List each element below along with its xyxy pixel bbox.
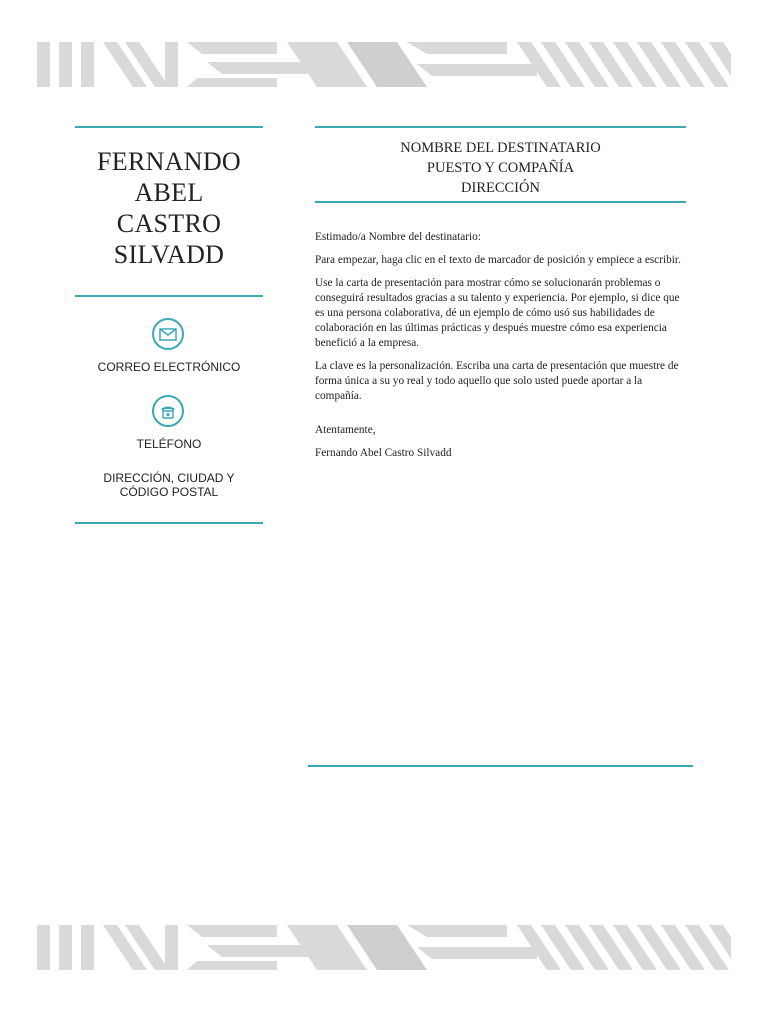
recipient-position: PUESTO Y COMPAÑÍA <box>426 160 575 176</box>
envelope-icon <box>152 318 184 350</box>
bottom-decorative-banner <box>37 925 731 970</box>
address-block <box>75 471 263 499</box>
letter-body <box>315 230 690 469</box>
right-recipient-divider <box>315 201 686 203</box>
left-bottom-divider <box>75 522 263 524</box>
letter-paragraph: La clave es la personalización. Escriba una carta de presentación que muestre de forma única a su yo real y todo aquello que solo usted puede aportar a la compañía. <box>315 360 679 402</box>
left-name-divider <box>75 295 263 297</box>
recipient-block <box>315 138 686 198</box>
left-top-divider <box>75 126 263 128</box>
phone-label: TELÉFONO <box>136 437 202 451</box>
address-line: CÓDIGO POSTAL <box>119 485 219 499</box>
right-bottom-divider <box>308 765 693 767</box>
sender-name-line: FERNANDO <box>97 147 241 176</box>
telephone-icon <box>152 395 184 427</box>
sender-name <box>75 146 263 270</box>
letter-paragraph: Para empezar, haga clic en el texto de marcador de posición y empiece a escribir. <box>315 254 681 266</box>
sender-name-line: ABEL <box>134 178 204 207</box>
right-top-divider <box>315 126 686 128</box>
email-label: CORREO ELECTRÓNICO <box>97 360 241 374</box>
sender-name-line: CASTRO <box>116 209 222 238</box>
sender-name-line: SILVADD <box>113 240 225 269</box>
top-decorative-banner <box>37 42 731 87</box>
letter-paragraph: Use la carta de presentación para mostrar cómo se solucionarán problemas o conseguirá resultados gracias a su talento y experiencia. Por ejemplo, si dice que es una persona colaborativa, dé un ejemplo de cómo usó sus habilidades de colaboración en las últimas prácticas y después muestre cómo esa experiencia benefició a la empresa. <box>315 277 680 349</box>
address-line: DIRECCIÓN, CIUDAD Y <box>103 471 235 485</box>
recipient-address: DIRECCIÓN <box>461 180 540 196</box>
letter-greeting: Estimado/a Nombre del destinatario: <box>315 231 481 243</box>
letter-signature: Fernando Abel Castro Silvadd <box>315 447 452 459</box>
letter-closing: Atentamente, <box>315 424 376 436</box>
recipient-name: NOMBRE DEL DESTINATARIO <box>400 140 601 156</box>
